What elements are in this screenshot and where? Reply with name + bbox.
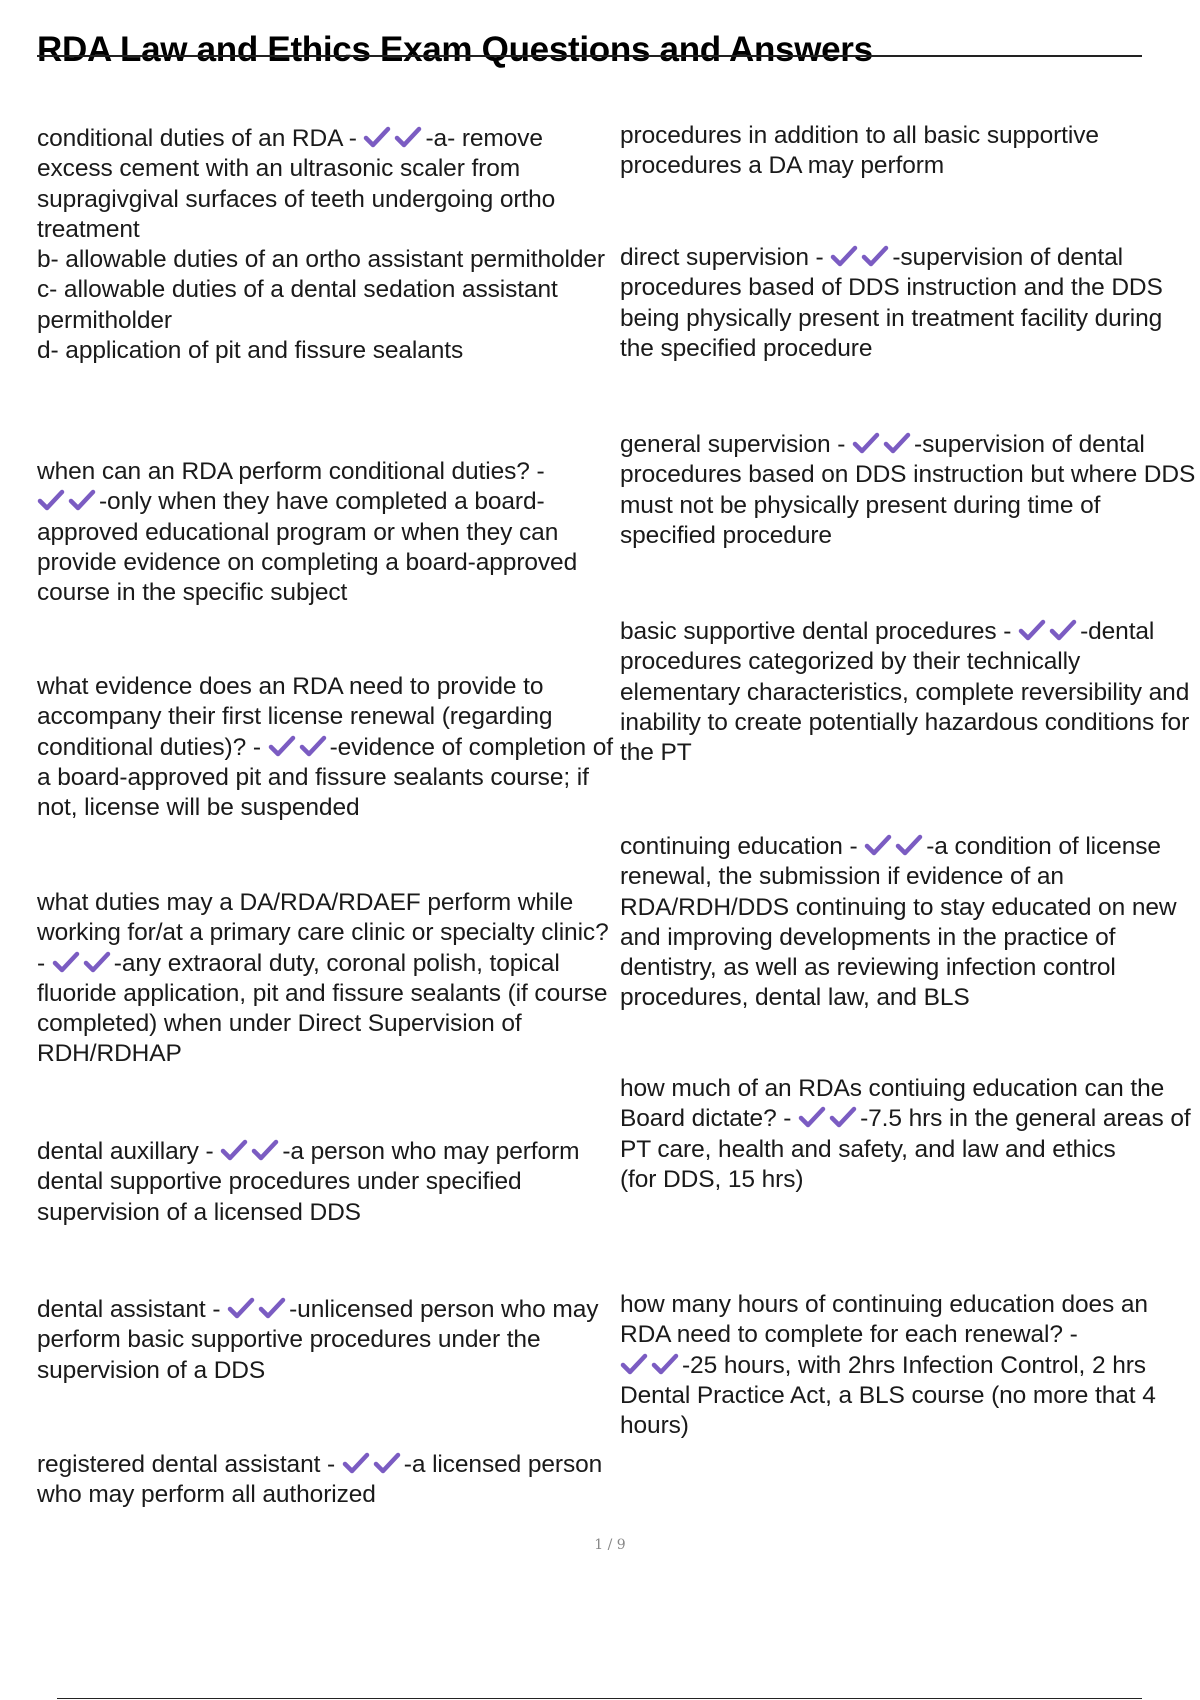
qa-entry — [620, 243, 1200, 364]
entry-definition: -evidence of completion of a board-approved pit and fissure sealants course; if not, license will be suspended — [37, 733, 613, 822]
entry-term: when can an RDA perform conditional duties? - — [37, 458, 545, 485]
qa-entry — [620, 430, 1200, 551]
entry-definition: -dental procedures categorized by their technically elementary characteristics, complete reversibility and inability to create potentially hazardous conditions for the PT — [620, 618, 1190, 767]
entry-definition: -only when they have completed a board-approved educational program or when they can provide evidence on completing a board-approved course in the specific subject — [37, 488, 578, 607]
entry-term: registered dental assistant - — [37, 1451, 342, 1478]
entry-term: basic supportive dental procedures - — [620, 618, 1019, 645]
qa-entry — [37, 1137, 619, 1228]
double-check-icon — [1018, 618, 1080, 642]
entry-definition: -any extraoral duty, coronal polish, topical fluoride application, pit and fissure sealants (if course completed) when under Direct Supervision of RDH/RDHAP — [37, 949, 608, 1068]
qa-entry — [37, 1450, 619, 1511]
double-check-icon — [52, 950, 114, 974]
entry-definition: -7.5 hrs in the general areas of PT care, health and safety, and law and ethics (for DDS, 15 hrs) — [620, 1105, 1191, 1193]
entry-definition: -a licensed person who may perform all authorized — [37, 1451, 603, 1509]
qa-entry — [37, 124, 619, 366]
entry-definition: -25 hours, with 2hrs Infection Control, 2 hrs Dental Practice Act, a BLS course (no more that 4 hours) — [620, 1351, 1156, 1440]
double-check-icon — [852, 431, 914, 455]
entry-term: how much of an RDAs contiuing education can the Board dictate? - — [620, 1075, 1165, 1133]
entry-term: dental assistant - — [37, 1296, 228, 1323]
double-check-icon — [798, 1105, 860, 1129]
entry-term: continuing education - — [620, 833, 865, 860]
qa-entry — [37, 672, 619, 823]
entry-term: direct supervision - — [620, 244, 831, 271]
entry-term: what evidence does an RDA need to provide to accompany their first license renewal (regarding conditional duties)? - — [37, 673, 553, 761]
double-check-icon — [830, 244, 892, 268]
double-check-icon — [37, 488, 99, 512]
qa-entry — [620, 1290, 1200, 1441]
entry-term: how many hours of continuing education does an RDA need to complete for each renewal? - — [620, 1291, 1148, 1349]
title-underline — [37, 55, 1142, 57]
qa-entry — [37, 888, 619, 1070]
qa-entry — [620, 617, 1200, 768]
double-check-icon — [363, 125, 425, 149]
double-check-icon — [227, 1296, 289, 1320]
footer-rule — [57, 1698, 1142, 1699]
entry-term: what duties may a DA/RDA/RDAEF perform while working for/at a primary care clinic or specialty clinic? - — [37, 889, 609, 977]
entry-definition: -unlicensed person who may perform basic supportive procedures under the supervision of a DDS — [37, 1296, 599, 1384]
double-check-icon — [342, 1451, 404, 1475]
entry-term: dental auxillary - — [37, 1138, 221, 1165]
entry-definition: -supervision of dental procedures based on DDS instruction but where DDS must not be physically present during time of specified procedure — [620, 431, 1196, 549]
entry-term: conditional duties of an RDA - — [37, 125, 364, 152]
entry-definition: -a- remove excess cement with an ultrasonic scaler from supragivgival surfaces of teeth undergoing ortho treatment b- allowable duties of an ortho assistant permitholder c- allowable duties of a dental sedation assistant permitholder d- application of pit and fissure sealants — [37, 125, 605, 365]
double-check-icon — [268, 734, 330, 758]
entry-definition: -a person who may perform dental supportive procedures under specified supervision of a licensed DDS — [37, 1138, 580, 1226]
double-check-icon — [864, 833, 926, 857]
qa-entry — [620, 1074, 1200, 1195]
entry-definition: -a condition of license renewal, the submission if evidence of an RDA/RDH/DDS continuing to stay educated on new and improving developments in the practice of dentistry, as well as reviewing infection control procedures, dental law, and BLS — [620, 833, 1177, 1012]
qa-entry-continued — [620, 121, 1200, 182]
entry-definition: -supervision of dental procedures based of DDS instruction and the DDS being physically present in treatment facility during the specified procedure — [620, 244, 1163, 362]
entry-definition: procedures in addition to all basic supportive procedures a DA may perform — [620, 122, 1099, 180]
page-number: 1 / 9 — [594, 1537, 626, 1553]
qa-entry — [620, 832, 1200, 1014]
qa-entry — [37, 457, 619, 608]
double-check-icon — [620, 1352, 682, 1376]
entry-term: general supervision - — [620, 431, 853, 458]
qa-entry — [37, 1295, 619, 1386]
double-check-icon — [220, 1138, 282, 1162]
document-title: RDA Law and Ethics Exam Questions and Answers — [37, 30, 873, 69]
